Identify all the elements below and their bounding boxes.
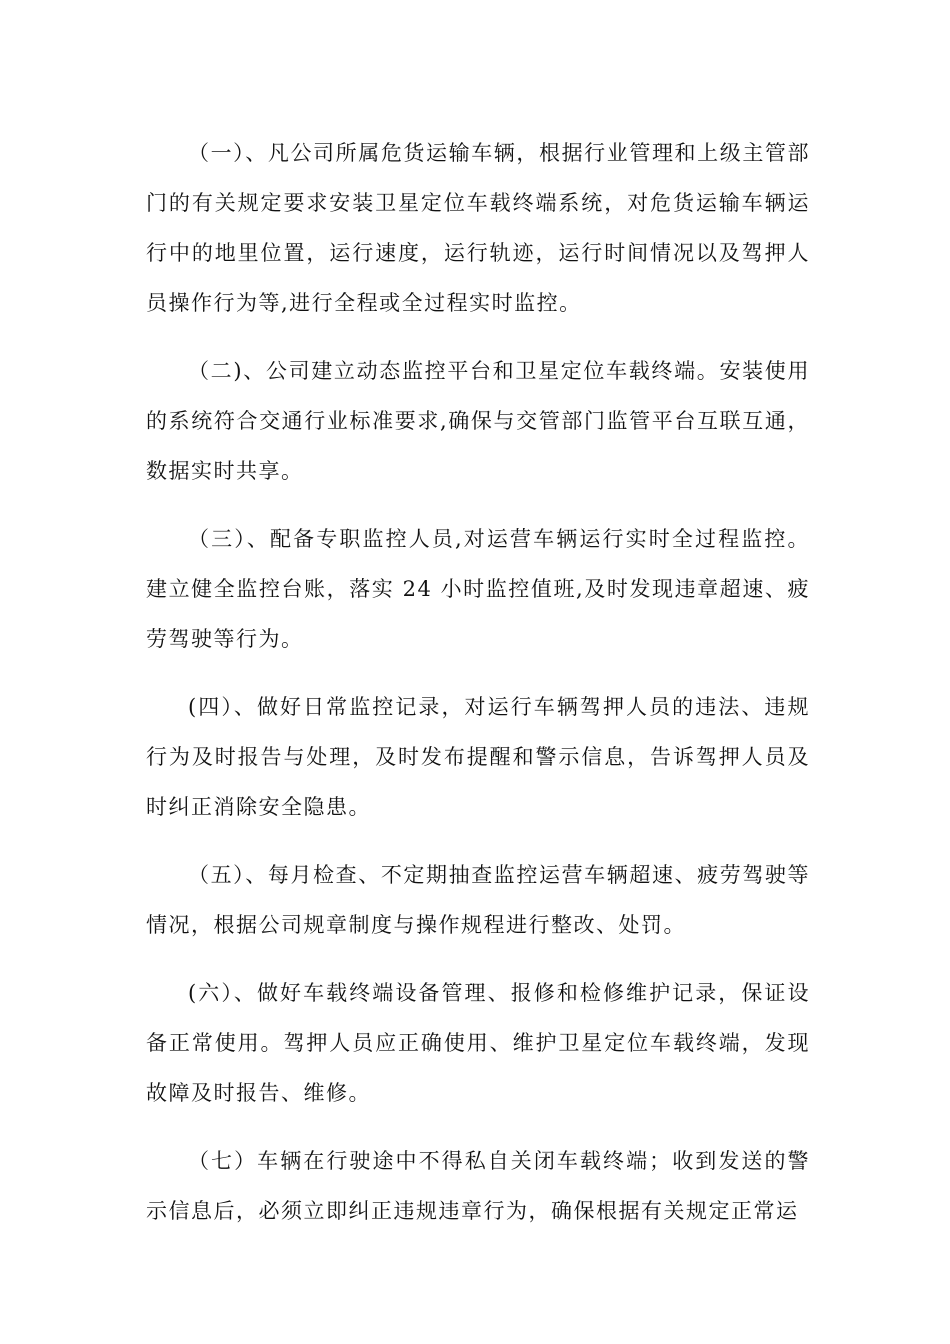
document-body — [146, 128, 810, 1254]
paragraph-1: （一）、凡公司所属危货运输车辆，根据行业管理和上级主管部门的有关规定要求安装卫星定位车载终端系统，对危货运输车辆运行中的地里位置，运行速度，运行轨迹，运行时间情况以及驾押人员操作行为等,进行全程或全过程实时监控。 — [146, 141, 810, 315]
paragraph-7: （七）车辆在行驶途中不得私自关闭车载终端；收到发送的警示信息后，必须立即纠正违规违章行为，确保根据有关规定正常运 — [146, 1149, 810, 1223]
paragraph-3: （三）、配备专职监控人员,对运营车辆运行实时全过程监控。建立健全监控台账，落实 24 小时监控值班,及时发现违章超速、疲劳驾驶等行为。 — [146, 527, 810, 651]
paragraph-2: （二)、公司建立动态监控平台和卫星定位车载终端。安装使用的系统符合交通行业标准要求,确保与交管部门监管平台互联互通，数据实时共享。 — [146, 359, 810, 483]
paragraph-4: (四）、做好日常监控记录，对运行车辆驾押人员的违法、违规行为及时报告与处理，及时发布提醒和警示信息，告诉驾押人员及时纠正消除安全隐患。 — [146, 695, 810, 819]
paragraph-5: （五）、每月检查、不定期抽查监控运营车辆超速、疲劳驾驶等情况，根据公司规章制度与操作规程进行整改、处罚。 — [146, 863, 810, 937]
paragraph-6: (六）、做好车载终端设备管理、报修和检修维护记录，保证设备正常使用。驾押人员应正确使用、维护卫星定位车载终端，发现故障及时报告、维修。 — [146, 981, 810, 1105]
